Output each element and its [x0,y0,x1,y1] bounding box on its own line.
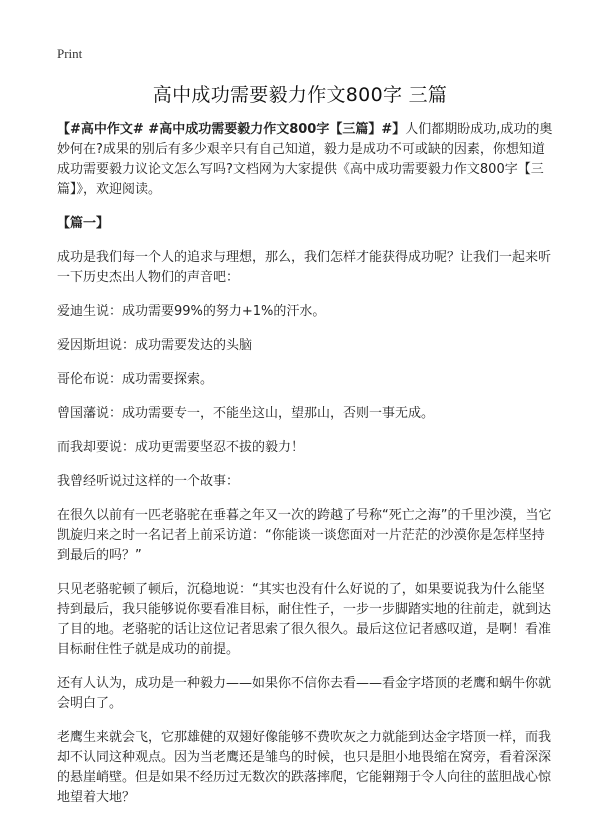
paragraph: 爱迪生说：成功需要99%的努力+1%的汗水。 [57,304,326,319]
paragraph: 成功是我们每一个人的追求与理想，那么，我们怎样才能获得成功呢？让我们一起来听一下历史杰出人物们的声音吧： [57,250,552,285]
print-link[interactable]: Print [57,46,83,61]
paragraph: 而我却要说：成功更需要坚忍不拔的毅力！ [57,440,305,455]
intro-text: 人们都期盼成功,成功的奥妙何在?成果的别后有多少艰辛只有自己知道，毅力是成功不可或缺的因素，你想知道成功需要毅力议论文怎么写吗?文档网为大家提供《高中成功需要毅力作文800字【三篇】》，欢迎阅读。 [57,122,553,197]
paragraph: 我曾经听说过这样的一个故事： [57,474,240,489]
paragraph: 爱因斯坦说：成功需要发达的头脑 [57,338,253,353]
paragraph: 只见老骆驼顿了顿后，沉稳地说：“其实也没有什么好说的了，如果要说我为什么能坚持到最后，我只能够说你要看准目标，耐住性子，一步一步脚踏实地的往前走，就到达了目的地。老骆驼的话让这位记者思索了很久很久。最后这位记者感叹道，是啊！看准目标耐住性子就是成功的前提。 [57,582,552,657]
intro-tag: 【#高中作文# #高中成功需要毅力作文800字【三篇】#】 [57,122,406,137]
paragraph: 曾国藩说：成功需要专一，不能坐这山，望那山，否则一事无成。 [57,406,435,421]
article-body [57,120,557,822]
intro-paragraph [57,120,557,200]
paragraph: 哥伦布说：成功需要探索。 [57,372,214,387]
paragraph: 老鹰生来就会飞，它那雄健的双翅好像能够不费吹灰之力就能到达金字塔顶一样，而我却不认同这种观点。因为当老鹰还是雏鸟的时候，也只是胆小地畏缩在窝旁，看着深深的悬崖峭壁。但是如果不经历过无数次的跌落摔爬，它能翱翔于令人向往的蓝胆战心惊地望着大地？ [57,730,552,805]
section-heading: 【篇一】 [57,216,110,231]
paragraph: 还有人认为，成功是一种毅力——如果你不信你去看——看金字塔顶的老鹰和蜗牛你就会明白了。 [57,676,552,711]
page-title: 高中成功需要毅力作文800字 三篇 [152,84,448,106]
paragraph: 在很久以前有一匹老骆驼在垂暮之年又一次的跨越了号称“死亡之海”的千里沙漠，当它凯旋归来之时一名记者上前采访道：“你能谈一谈您面对一片茫茫的沙漠你是怎样坚持到最后的吗？” [57,508,552,563]
